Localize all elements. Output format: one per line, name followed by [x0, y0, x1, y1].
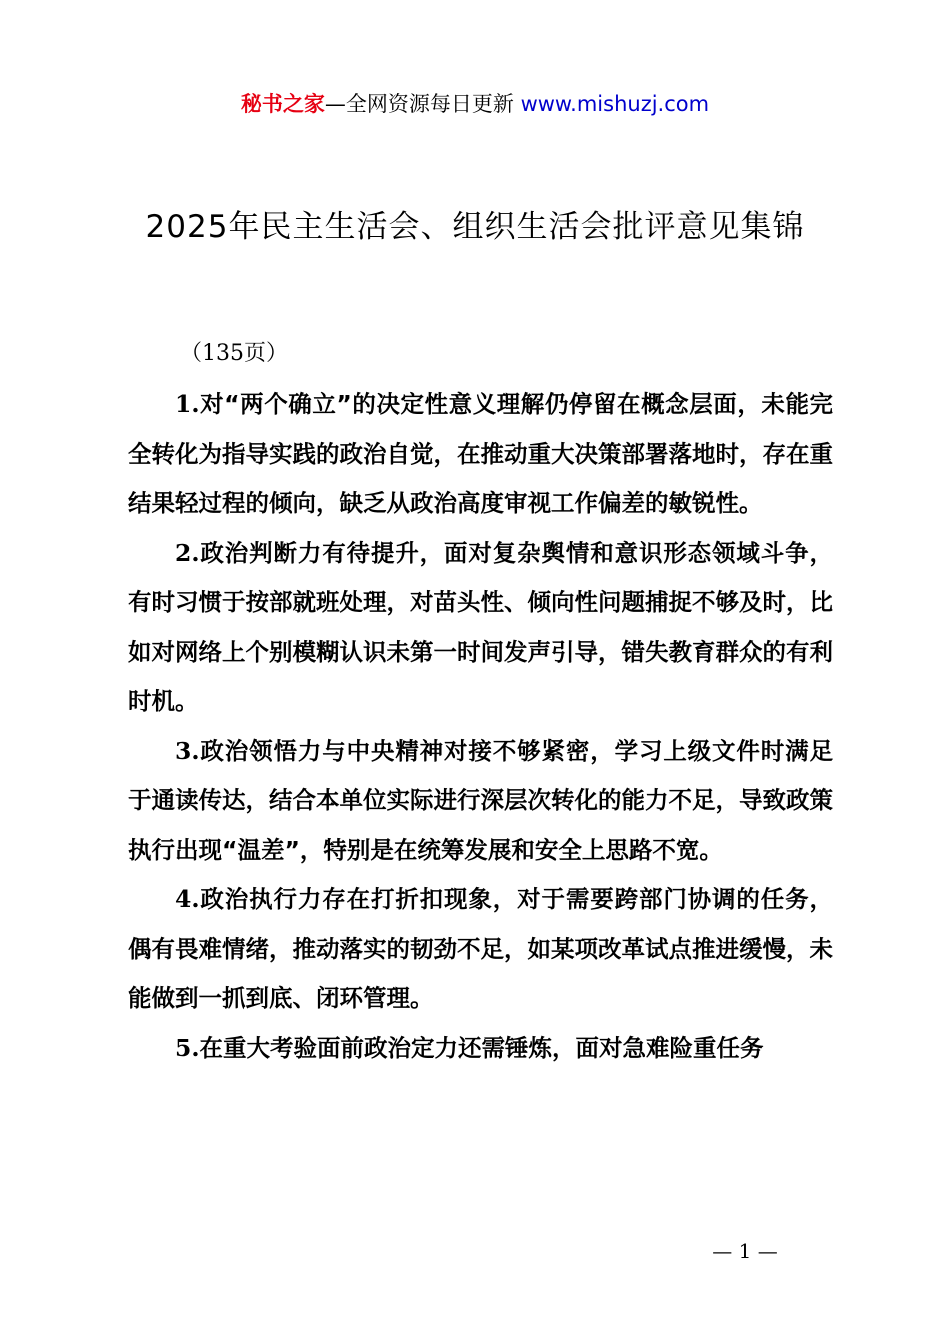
paragraph-text: 对“两个确立”的决定性意义理解仍停留在概念层面，未能完全转化为指导实践的政治自觉，在推动重大决策部署落地时，存在重结果轻过程的倾向，缺乏从政治高度审视工作偏差的敏锐性。: [128, 390, 833, 517]
paragraph-3: [128, 727, 833, 876]
paragraph-text: 政治判断力有待提升，面对复杂舆情和意识形态领域斗争，有时习惯于按部就班处理，对苗头性、倾向性问题捕捉不够及时，比如对网络上个别模糊认识未第一时间发声引导，错失教育群众的有利时机。: [128, 538, 833, 715]
item-number: 3.: [175, 736, 200, 765]
paragraph-text: 政治执行力存在打折扣现象，对于需要跨部门协调的任务，偶有畏难情绪，推动落实的韧劲不足，如某项改革试点推进缓慢，未能做到一抓到底、闭环管理。: [128, 885, 833, 1012]
document-body: [128, 380, 833, 1073]
paragraph-1: [128, 380, 833, 529]
paragraph-2: [128, 529, 833, 727]
brand-name: 秘书之家: [240, 92, 325, 116]
paragraph-5: [128, 1024, 833, 1074]
paragraph-text: 政治领悟力与中央精神对接不够紧密，学习上级文件时满足于通读传达，结合本单位实际进行深层次转化的能力不足，导致政策执行出现“温差”，特别是在统筹发展和安全上思路不宽。: [128, 736, 833, 864]
item-number: 1.: [175, 390, 200, 418]
item-number: 2.: [175, 538, 200, 567]
banner-tagline: —全网资源每日更新: [324, 92, 514, 116]
item-number: 4.: [175, 885, 200, 913]
site-url[interactable]: www.mishuzj.com: [520, 92, 710, 116]
item-number: 5.: [175, 1033, 200, 1062]
document-title: 2025年民主生活会、组织生活会批评意见集锦: [145, 208, 805, 245]
page-count-note: （135页）: [180, 341, 288, 366]
page-number: — 1 —: [712, 1239, 778, 1263]
paragraph-4: [128, 875, 833, 1024]
site-banner: [0, 88, 950, 120]
paragraph-text: 在重大考验面前政治定力还需锤炼，面对急难险重任务: [199, 1033, 764, 1062]
